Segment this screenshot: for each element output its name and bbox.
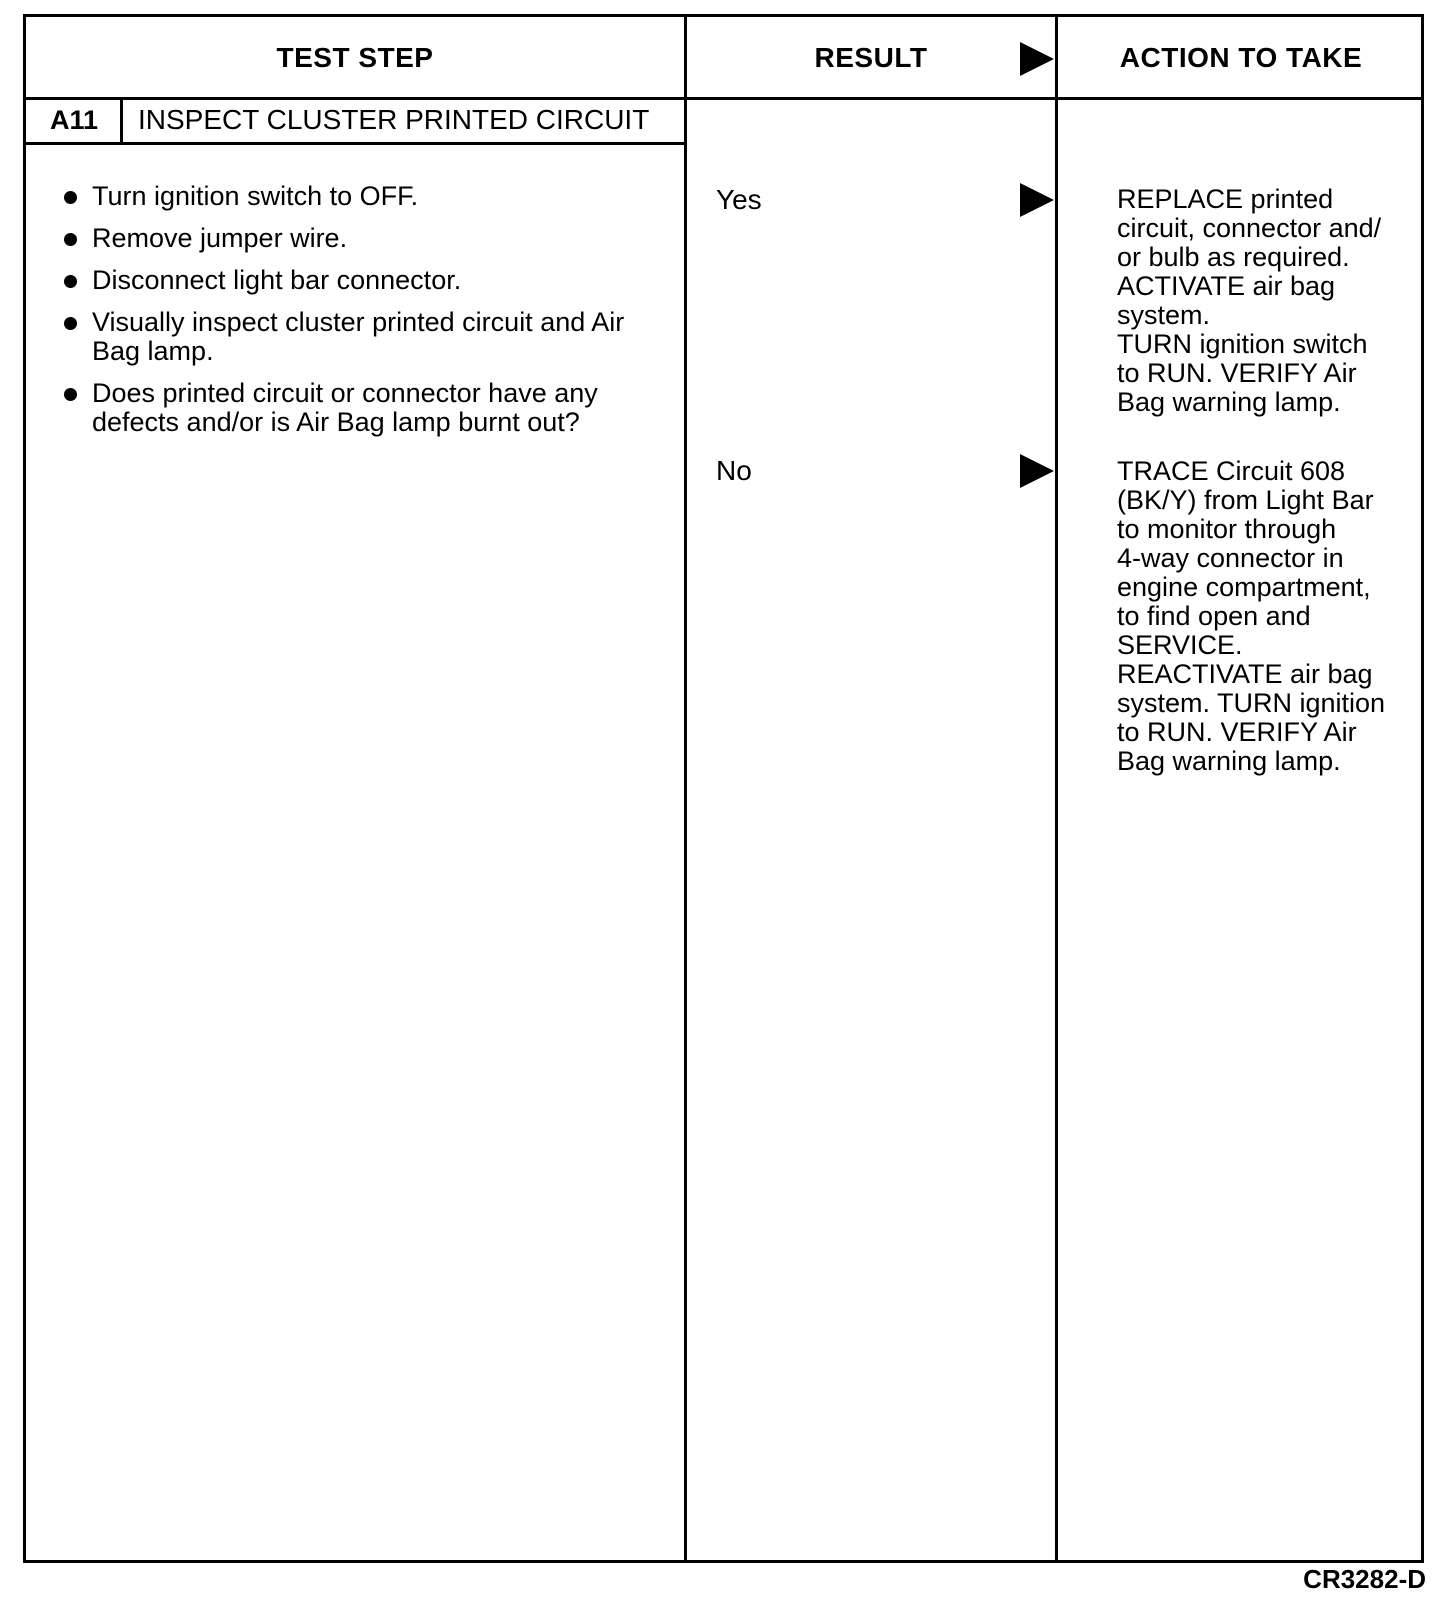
bullet-icon	[64, 191, 77, 204]
column-divider-1	[684, 14, 687, 1563]
list-item: Does printed circuit or connector have any defects and/or is Air Bag lamp burnt out?	[60, 379, 660, 437]
figure-code: CR3282-D	[1303, 1564, 1426, 1594]
header-result: RESULT	[814, 42, 928, 73]
column-divider-2	[1055, 14, 1058, 1563]
result-no-arrow-icon	[1020, 454, 1054, 488]
bullet-icon	[64, 388, 77, 401]
list-item: Remove jumper wire.	[60, 224, 660, 253]
step-id: A11	[50, 105, 99, 135]
step-title: INSPECT CLUSTER PRINTED CIRCUIT	[138, 104, 650, 135]
action-no: TRACE Circuit 608 (BK/Y) from Light Bar to monitor through 4-way connector in engine compartment, to find open and SERVICE. REACTIVATE air bag system. TURN ignition to RUN. VERIFY Air Bag warning lamp.	[1117, 456, 1386, 776]
header-action-to-take: ACTION TO TAKE	[1119, 42, 1363, 73]
list-item: Visually inspect cluster printed circuit and Air Bag lamp.	[60, 308, 660, 366]
header-arrow-icon	[1020, 42, 1054, 76]
header-test-step: TEST STEP	[276, 42, 434, 73]
step-divider	[120, 100, 123, 144]
step-instructions	[60, 182, 660, 450]
list-item: Turn ignition switch to OFF.	[60, 182, 660, 211]
bullet-icon	[64, 275, 77, 288]
list-item: Disconnect light bar connector.	[60, 266, 660, 295]
bullet-icon	[64, 233, 77, 246]
result-yes-arrow-icon	[1020, 183, 1054, 217]
action-yes: REPLACE printed circuit, connector and/ or bulb as required. ACTIVATE air bag system. TURN ignition switch to RUN. VERIFY Air Bag warning lamp.	[1117, 184, 1382, 417]
bullet-icon	[64, 317, 77, 330]
result-no: No	[716, 455, 752, 486]
result-yes: Yes	[716, 184, 762, 215]
